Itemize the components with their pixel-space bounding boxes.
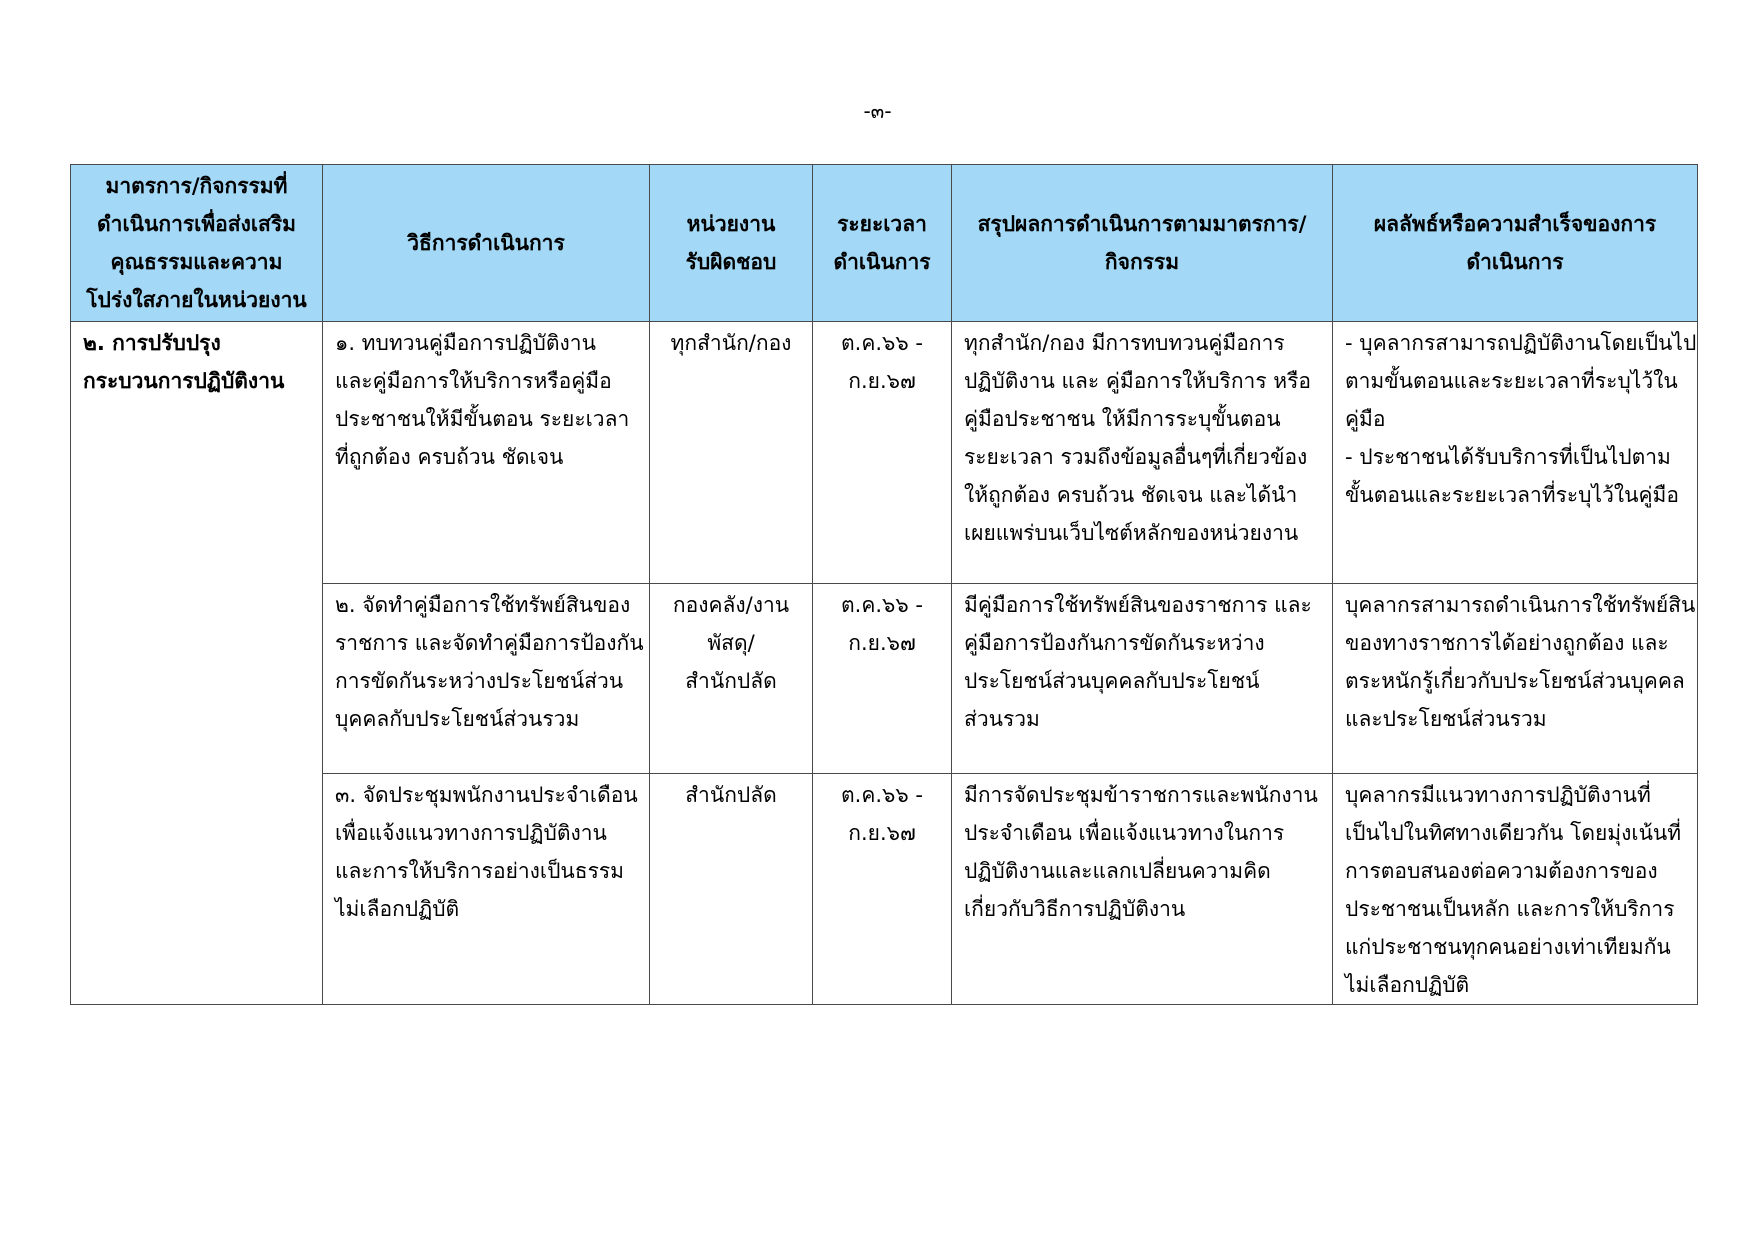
summary-line: มีการจัดประชุมข้าราชการและพนักงาน	[964, 783, 1318, 807]
unit-cell	[650, 774, 813, 1005]
result-line: และประโยชน์ส่วนรวม	[1345, 707, 1547, 731]
header-line: ระยะเวลา	[837, 212, 927, 236]
result-line: คู่มือ	[1345, 407, 1386, 431]
result-line: บุคลากรมีแนวทางการปฏิบัติงานที่	[1345, 783, 1651, 807]
result-line: - บุคลากรสามารถปฏิบัติงานโดยเป็นไป	[1345, 331, 1697, 355]
table-row	[71, 322, 1698, 584]
result-line: ไม่เลือกปฏิบัติ	[1345, 973, 1470, 997]
measure-line: กระบวนการปฏิบัติงาน	[83, 369, 285, 393]
period-line: ต.ค.๖๖ -	[841, 593, 923, 617]
measure-cell	[71, 322, 323, 1005]
result-line: การตอบสนองต่อความต้องการของ	[1345, 859, 1658, 883]
header-line: ดำเนินการเพื่อส่งเสริม	[97, 212, 296, 236]
header-line: วิธีการดำเนินการ	[407, 231, 565, 255]
summary-cell	[952, 774, 1333, 1005]
method-line: ๓. จัดประชุมพนักงานประจำเดือน	[335, 783, 638, 807]
unit-line: ทุกสำนัก/กอง	[670, 331, 792, 355]
summary-line: ส่วนรวม	[964, 707, 1040, 731]
summary-line: มีคู่มือการใช้ทรัพย์สินของราชการ และ	[964, 593, 1312, 617]
summary-line: คู่มือการป้องกันการขัดกันระหว่าง	[964, 631, 1265, 655]
result-cell	[1333, 322, 1698, 584]
method-line: บุคคลกับประโยชน์ส่วนรวม	[335, 707, 580, 731]
unit-cell	[650, 322, 813, 584]
header-line: สรุปผลการดำเนินการตามมาตรการ/	[977, 212, 1307, 236]
period-line: ต.ค.๖๖ -	[841, 783, 923, 807]
summary-line: ปฏิบัติงานและแลกเปลี่ยนความคิด	[964, 859, 1271, 883]
header-line: ดำเนินการ	[833, 250, 931, 274]
table-header-row	[71, 165, 1698, 322]
summary-line: ประโยชน์ส่วนบุคคลกับประโยชน์	[964, 669, 1260, 693]
result-cell	[1333, 774, 1698, 1005]
header-method	[323, 165, 650, 322]
method-line: ไม่เลือกปฏิบัติ	[335, 897, 460, 921]
measure-line: ๒. การปรับปรุง	[83, 331, 221, 355]
unit-cell	[650, 584, 813, 774]
method-line: ๒. จัดทำคู่มือการใช้ทรัพย์สินของ	[335, 593, 631, 617]
unit-line: กองคลัง/งาน	[672, 593, 790, 617]
period-line: ก.ย.๖๗	[848, 631, 916, 655]
method-cell	[323, 774, 650, 1005]
method-line: เพื่อแจ้งแนวทางการปฏิบัติงาน	[335, 821, 607, 845]
method-cell	[323, 322, 650, 584]
result-line: ตระหนักรู้เกี่ยวกับประโยชน์ส่วนบุคคล	[1345, 669, 1685, 693]
result-line: ของทางราชการได้อย่างถูกต้อง และ	[1345, 631, 1669, 655]
method-line: ราชการ และจัดทำคู่มือการป้องกัน	[335, 631, 644, 655]
unit-line: พัสดุ/	[707, 631, 755, 655]
summary-line: ระยะเวลา รวมถึงข้อมูลอื่นๆที่เกี่ยวข้อง	[964, 445, 1308, 469]
header-line: หน่วยงาน	[686, 212, 776, 236]
header-line: ดำเนินการ	[1466, 250, 1564, 274]
period-cell	[813, 584, 952, 774]
header-line: มาตรการ/กิจกรรมที่	[105, 174, 288, 198]
method-line: และการให้บริการอย่างเป็นธรรม	[335, 859, 625, 883]
period-line: ต.ค.๖๖ -	[841, 331, 923, 355]
result-line: เป็นไปในทิศทางเดียวกัน โดยมุ่งเน้นที่	[1345, 821, 1682, 845]
header-summary	[952, 165, 1333, 322]
period-cell	[813, 774, 952, 1005]
page-number: -๓-	[863, 99, 892, 123]
header-period	[813, 165, 952, 322]
method-line: และคู่มือการให้บริการหรือคู่มือ	[335, 369, 612, 393]
measures-table	[70, 164, 1698, 1005]
unit-line: สำนักปลัด	[685, 669, 777, 693]
header-line: ผลลัพธ์หรือความสำเร็จของการ	[1373, 212, 1657, 236]
period-line: ก.ย.๖๗	[848, 821, 916, 845]
result-line: ตามขั้นตอนและระยะเวลาที่ระบุไว้ใน	[1345, 369, 1678, 393]
result-line: ประชาชนเป็นหลัก และการให้บริการ	[1345, 897, 1675, 921]
summary-line: ให้ถูกต้อง ครบถ้วน ชัดเจน และได้นำ	[964, 483, 1298, 507]
method-cell	[323, 584, 650, 774]
period-line: ก.ย.๖๗	[848, 369, 916, 393]
summary-line: ปฏิบัติงาน และ คู่มือการให้บริการ หรือ	[964, 369, 1312, 393]
period-cell	[813, 322, 952, 584]
header-line: รับผิดชอบ	[685, 250, 777, 274]
method-line: ๑. ทบทวนคู่มือการปฏิบัติงาน	[335, 331, 596, 355]
unit-line: สำนักปลัด	[685, 783, 777, 807]
summary-line: เกี่ยวกับวิธีการปฏิบัติงาน	[964, 897, 1186, 921]
summary-line: ประจำเดือน เพื่อแจ้งแนวทางในการ	[964, 821, 1285, 845]
summary-cell	[952, 322, 1333, 584]
summary-line: เผยแพร่บนเว็บไซต์หลักของหน่วยงาน	[964, 521, 1299, 545]
header-unit	[650, 165, 813, 322]
header-line: คุณธรรมและความ	[110, 250, 283, 274]
result-line: แก่ประชาชนทุกคนอย่างเท่าเทียมกัน	[1345, 935, 1671, 959]
result-line: ขั้นตอนและระยะเวลาที่ระบุไว้ในคู่มือ	[1345, 483, 1679, 507]
method-line: ประชาชนให้มีขั้นตอน ระยะเวลา	[335, 407, 630, 431]
result-cell	[1333, 584, 1698, 774]
summary-line: คู่มือประชาชน ให้มีการระบุขั้นตอน	[964, 407, 1281, 431]
header-line: โปร่งใสภายในหน่วยงาน	[86, 288, 307, 312]
summary-cell	[952, 584, 1333, 774]
header-measure	[71, 165, 323, 322]
header-line: กิจกรรม	[1104, 250, 1180, 274]
result-line: บุคลากรสามารถดำเนินการใช้ทรัพย์สิน	[1345, 593, 1696, 617]
header-result	[1333, 165, 1698, 322]
summary-line: ทุกสำนัก/กอง มีการทบทวนคู่มือการ	[964, 331, 1285, 355]
method-line: ที่ถูกต้อง ครบถ้วน ชัดเจน	[335, 445, 564, 469]
result-line: - ประชาชนได้รับบริการที่เป็นไปตาม	[1345, 445, 1671, 469]
method-line: การขัดกันระหว่างประโยชน์ส่วน	[335, 669, 624, 693]
